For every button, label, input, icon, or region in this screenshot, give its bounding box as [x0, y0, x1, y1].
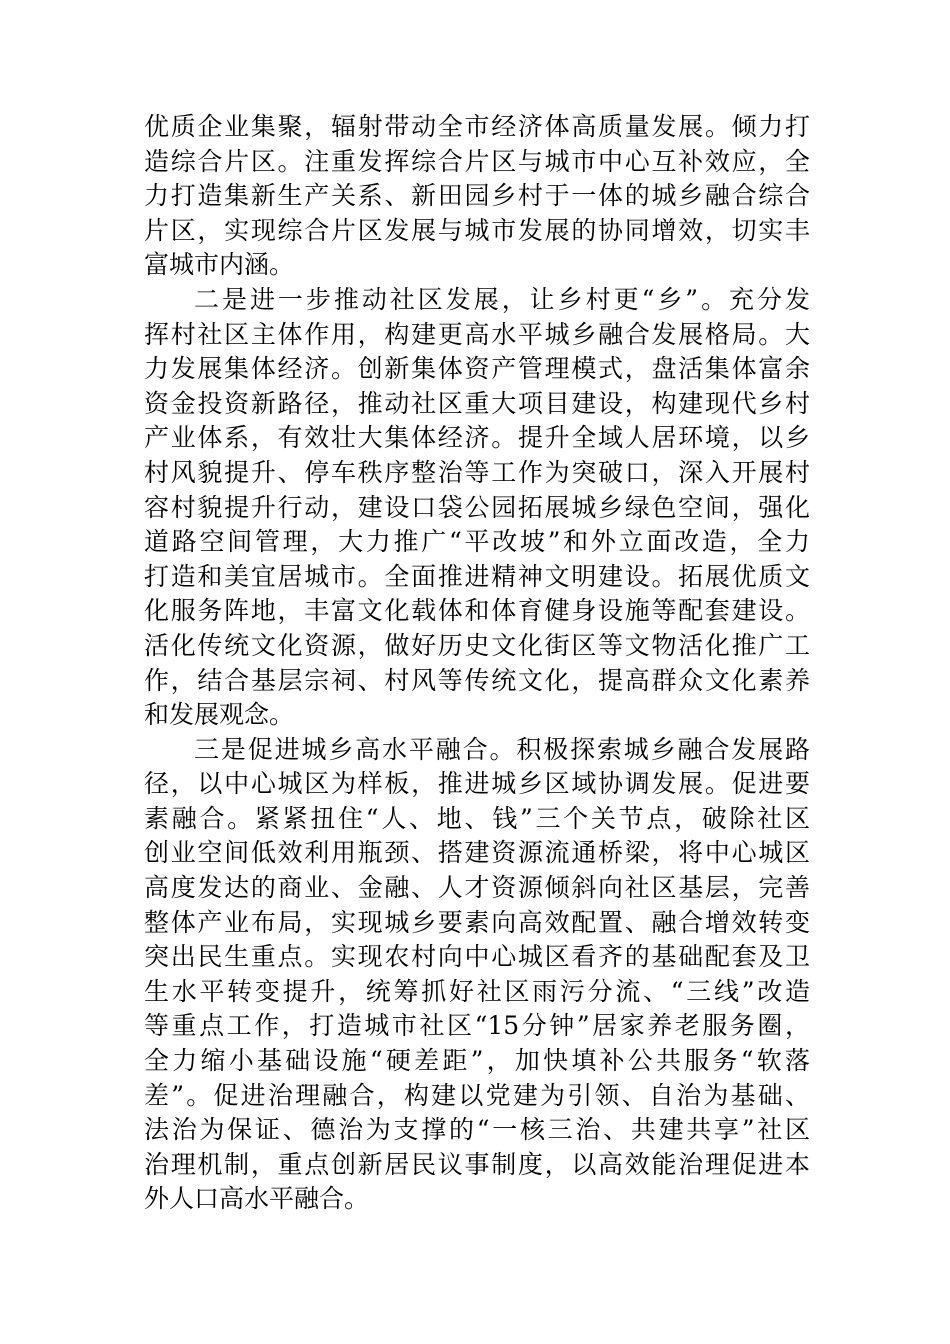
text-line: 片区，实现综合片区发展与城市发展的协同增效，切实丰: [144, 215, 810, 245]
document-body: [144, 110, 810, 1217]
text-line: 和发展观念。: [144, 700, 295, 730]
text-line: 全力缩小基础设施“硬差距”，加快填补公共服务“软落: [144, 1046, 810, 1076]
paragraph: [144, 110, 810, 283]
text-line: 资金投资新路径，推动社区重大项目建设，构建现代乡村: [144, 388, 810, 418]
text-line: 村风貌提升、停车秩序整治等工作为突破口，深入开展村: [144, 457, 810, 487]
paragraph: [144, 733, 810, 1217]
text-line: 创业空间低效利用瓶颈、搭建资源流通桥梁，将中心城区: [144, 838, 810, 868]
text-line: 作，结合基层宗祠、村风等传统文化，提高群众文化素养: [144, 665, 810, 695]
text-line: 二是进一步推动社区发展，让乡村更“乡”。充分发: [194, 284, 810, 314]
text-line: 外人口高水平融合。: [144, 1184, 370, 1214]
text-line: 打造和美宜居城市。全面推进精神文明建设。拓展优质文: [144, 561, 810, 591]
text-line: 化服务阵地，丰富文化载体和体育健身设施等配套建设。: [144, 596, 810, 626]
text-line: 法治为保证、德治为支撑的“一核三治、共建共享”社区: [144, 1115, 810, 1145]
text-line: 力发展集体经济。创新集体资产管理模式，盘活集体富余: [144, 354, 810, 384]
text-line: 优质企业集聚，辐射带动全市经济体高质量发展。倾力打: [144, 112, 810, 141]
text-line: 差”。促进治理融合，构建以党建为引领、自治为基础、: [144, 1080, 810, 1110]
text-line: 造综合片区。注重发挥综合片区与城市中心互补效应，全: [144, 146, 810, 176]
text-line: 产业体系，有效壮大集体经济。提升全域人居环境，以乡: [144, 423, 810, 453]
text-line: 整体产业布局，实现城乡要素向高效配置、融合增效转变: [144, 907, 810, 937]
text-line: 素融合。紧紧扭住“人、地、钱”三个关节点，破除社区: [144, 803, 810, 833]
text-line: 等重点工作，打造城市社区“15分钟”居家养老服务圈，: [144, 1011, 810, 1041]
text-line: 挥村社区主体作用，构建更高水平城乡融合发展格局。大: [144, 319, 810, 349]
text-line: 治理机制，重点创新居民议事制度，以高效能治理促进本: [144, 1149, 810, 1179]
text-line: 三是促进城乡高水平融合。积极探索城乡融合发展路: [194, 734, 810, 764]
text-line: 活化传统文化资源，做好历史文化街区等文物活化推广工: [144, 630, 810, 660]
text-line: 道路空间管理，大力推广“平改坡”和外立面改造，全力: [144, 527, 810, 557]
text-line: 富城市内涵。: [144, 250, 295, 280]
text-line: 突出民生重点。实现农村向中心城区看齐的基础配套及卫: [144, 942, 810, 972]
text-line: 容村貌提升行动，建设口袋公园拓展城乡绿色空间，强化: [144, 492, 810, 522]
paragraph: [144, 283, 810, 733]
text-line: 高度发达的商业、金融、人才资源倾斜向社区基层，完善: [144, 873, 810, 903]
text-line: 生水平转变提升，统筹抓好社区雨污分流、“三线”改造: [144, 976, 810, 1006]
text-line: 径，以中心城区为样板，推进城乡区域协调发展。促进要: [144, 769, 810, 799]
text-line: 力打造集新生产关系、新田园乡村于一体的城乡融合综合: [144, 181, 810, 211]
